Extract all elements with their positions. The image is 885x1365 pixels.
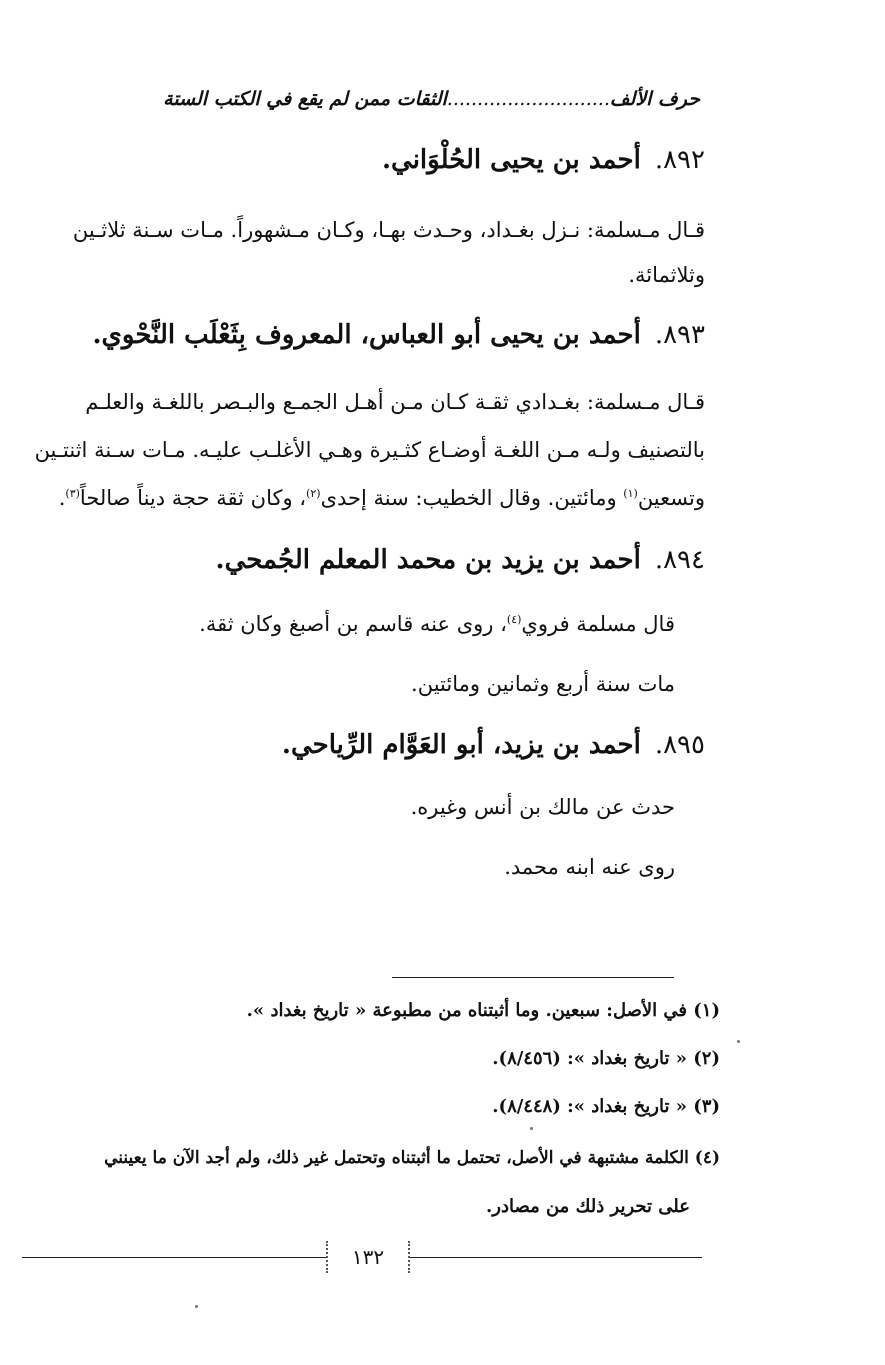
entry-text-line: مات سنة أربع وثمانين ومائتين. <box>411 672 675 696</box>
entry-name: أحمد بن يحيى أبو العباس، المعروف بِثَعْلَب النَّحْوي. <box>92 320 641 350</box>
entry-text-line: حدث عن مالك بن أنس وغيره. <box>410 795 675 819</box>
entry-text-line: روى عنه ابنه محمد. <box>504 855 675 879</box>
footnote-1: (١) في الأصل: سبعين. وما أثبتناه من مطبوعة « تاريخ بغداد ». <box>246 1000 720 1021</box>
entry-text-line: وثلاثمائة. <box>628 263 705 287</box>
text-segment: ومائتين. وقال الخطيب: سنة إحدى <box>320 486 624 510</box>
entry-number: ٨٩٢. <box>654 145 705 175</box>
footnote-separator <box>392 977 674 978</box>
header-dots: ........................... <box>446 88 610 110</box>
running-header <box>163 88 700 110</box>
entry-heading-892 <box>382 145 705 175</box>
text-segment: . <box>58 486 66 510</box>
page-number: ١٣٢ <box>326 1241 410 1273</box>
entry-text-line: بالتصنيف ولـه مـن اللغـة أوضـاع كثـيرة وهـي الأغلـب عليـه. مـات سـنة اثنتـين <box>34 438 705 462</box>
entry-number: ٨٩٤. <box>654 545 705 575</box>
footnote-3: (٣) « تاريخ بغداد »: (٨/٤٤٨). <box>492 1096 720 1117</box>
text-segment: قال مسلمة فروي <box>521 612 675 636</box>
entry-name: أحمد بن يزيد، أبو العَوَّام الرِّياحي. <box>281 730 641 760</box>
text-segment: وتسعين <box>637 486 705 510</box>
scan-speck <box>530 1127 533 1130</box>
entry-name: أحمد بن يزيد بن محمد المعلم الجُمحي. <box>215 545 641 575</box>
footnote-marker: (١) <box>623 487 638 500</box>
footnote-marker: (٤) <box>506 613 522 626</box>
entry-text-line: قـال مـسلمة: نـزل بغـداد، وحـدث بهـا، وكـان مـشهوراً. مـات سـنة ثلاثـين <box>72 218 705 242</box>
scan-speck <box>737 1040 740 1043</box>
entry-heading-894 <box>216 545 705 575</box>
entry-text-line <box>59 486 705 510</box>
footnote-4-continued: على تحرير ذلك من مصادر. <box>486 1196 690 1217</box>
entry-heading-893 <box>93 320 706 350</box>
entry-number: ٨٩٣. <box>654 320 705 350</box>
header-title: الثقات ممن لم يقع في الكتب الستة <box>163 88 447 110</box>
footnote-marker: (٢) <box>306 487 321 500</box>
entry-text-line <box>199 612 675 636</box>
entry-name: أحمد بن يحيى الحُلْوَاني. <box>381 145 641 175</box>
footnote-2: (٢) « تاريخ بغداد »: (٨/٤٥٦). <box>492 1048 720 1069</box>
entry-number: ٨٩٥. <box>654 730 705 760</box>
header-section: حرف الألف <box>609 88 700 110</box>
text-segment: ، وكان ثقة حجة ديناً صالحاً <box>79 486 307 510</box>
scan-speck <box>195 1305 198 1308</box>
entry-text-line: قـال مـسلمة: بغـدادي ثقـة كـان مـن أهـل الجمـع والبـصر باللغـة والعلـم <box>85 390 705 414</box>
text-segment: ، روى عنه قاسم بن أصبغ وكان ثقة. <box>199 612 507 636</box>
footnote-marker: (٣) <box>65 487 80 500</box>
footnote-4: (٤) الكلمة مشتبهة في الأصل، تحتمل ما أثبتناه وتحتمل غير ذلك، ولم أجد الآن ما يعينني <box>104 1148 720 1168</box>
entry-heading-895 <box>282 730 705 760</box>
